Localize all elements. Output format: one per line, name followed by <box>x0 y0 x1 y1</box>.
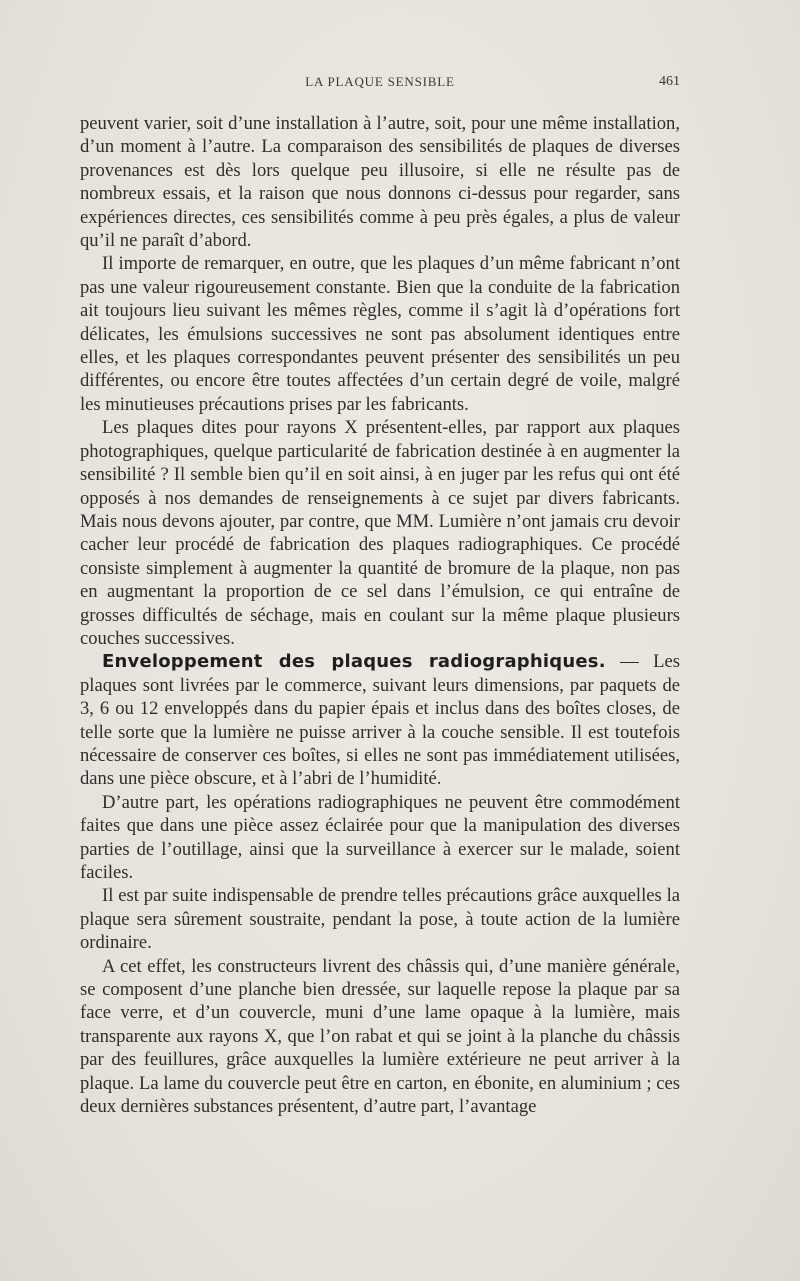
paragraph-with-heading <box>80 650 680 790</box>
paragraph-text: — Les plaques sont livrées par le commerce, suivant leurs dimensions, par paquets de 3, 6 ou 12 enveloppés dans du papier épais et inclus dans des boîtes closes, de telle sorte que la lumière ne puisse arriver à la couche sensible. Il est toutefois nécessaire de conserver ces boîtes, si elles ne sont pas immédiatement utilisées, dans une pièce obscure, et à l’abri de l’humidité. <box>80 651 680 790</box>
running-title: LA PLAQUE SENSIBLE <box>305 74 455 89</box>
body-text <box>80 112 680 1118</box>
page-number: 461 <box>659 74 680 89</box>
running-header <box>80 74 680 96</box>
paragraph: Les plaques dites pour rayons X présentent-elles, par rapport aux plaques photographiques, quelque particularité de fabrication destinée à en augmenter la sensibilité ? Il semble bien qu’il en soit ainsi, à en juger par les refus qui ont été opposés à nos demandes de renseignements à ce sujet par divers fabricants. Mais nous devons ajouter, par contre, que MM. Lumière n’ont jamais cru devoir cacher leur procédé de fabrication des plaques radiographiques. Ce procédé consiste simplement à augmenter la quantité de bromure de la plaque, non pas en augmentant la proportion de ce sel dans l’émulsion, ce qui entraîne de grosses difficultés de séchage, mais en coulant sur la même plaque plusieurs couches successives. <box>80 417 680 649</box>
section-heading: Enveloppement des plaques radiographiques. <box>102 651 606 673</box>
paragraph: Il est par suite indispensable de prendre telles précautions grâce auxquelles la plaque sera sûrement soustraite, pendant la pose, à toute action de la lumière ordinaire. <box>80 885 680 954</box>
paragraph: A cet effet, les constructeurs livrent des châssis qui, d’une manière générale, se composent d’une planche bien dressée, sur laquelle repose la plaque par sa face verre, et d’un couvercle, muni d’une lame opaque à la lumière, mais transparente aux rayons X, que l’on rabat et qui se joint à la planche du châssis par des feuillures, grâce auxquelles la lumière extérieure ne peut arriver à la plaque. La lame du couvercle peut être en carton, en ébonite, en aluminium ; ces deux dernières substances présentent, d’autre part, l’avantage <box>80 955 680 1118</box>
paragraph: peuvent varier, soit d’une installation à l’autre, soit, pour une même installation, d’un moment à l’autre. La comparaison des sensibilités de plaques de diverses provenances est dès lors quelque peu illusoire, si elle ne résulte pas de nombreux essais, et la raison que nous donnons ci-dessus pour regarder, sans expériences directes, ces sensibilités comme à peu près égales, a plus de valeur qu’il ne paraît d’abord. <box>80 113 680 252</box>
paragraph: D’autre part, les opérations radiographiques ne peuvent être commodément faites que dans une pièce assez éclairée pour que la manipulation des diverses parties de l’outillage, ainsi que la surveillance à exercer sur le malade, soient faciles. <box>80 791 680 883</box>
paragraph: Il importe de remarquer, en outre, que les plaques d’un même fabricant n’ont pas une valeur rigoureusement constante. Bien que la conduite de la fabrication ait toujours lieu suivant les mêmes règles, comme il s’agit là d’opérations fort délicates, les émulsions successives ne sont pas absolument identiques entre elles, et les plaques correspondantes peuvent présenter des sensibilités un peu différentes, ou encore être toutes affectées d’un certain degré de voile, malgré les minutieuses précautions prises par les fabricants. <box>80 253 680 415</box>
